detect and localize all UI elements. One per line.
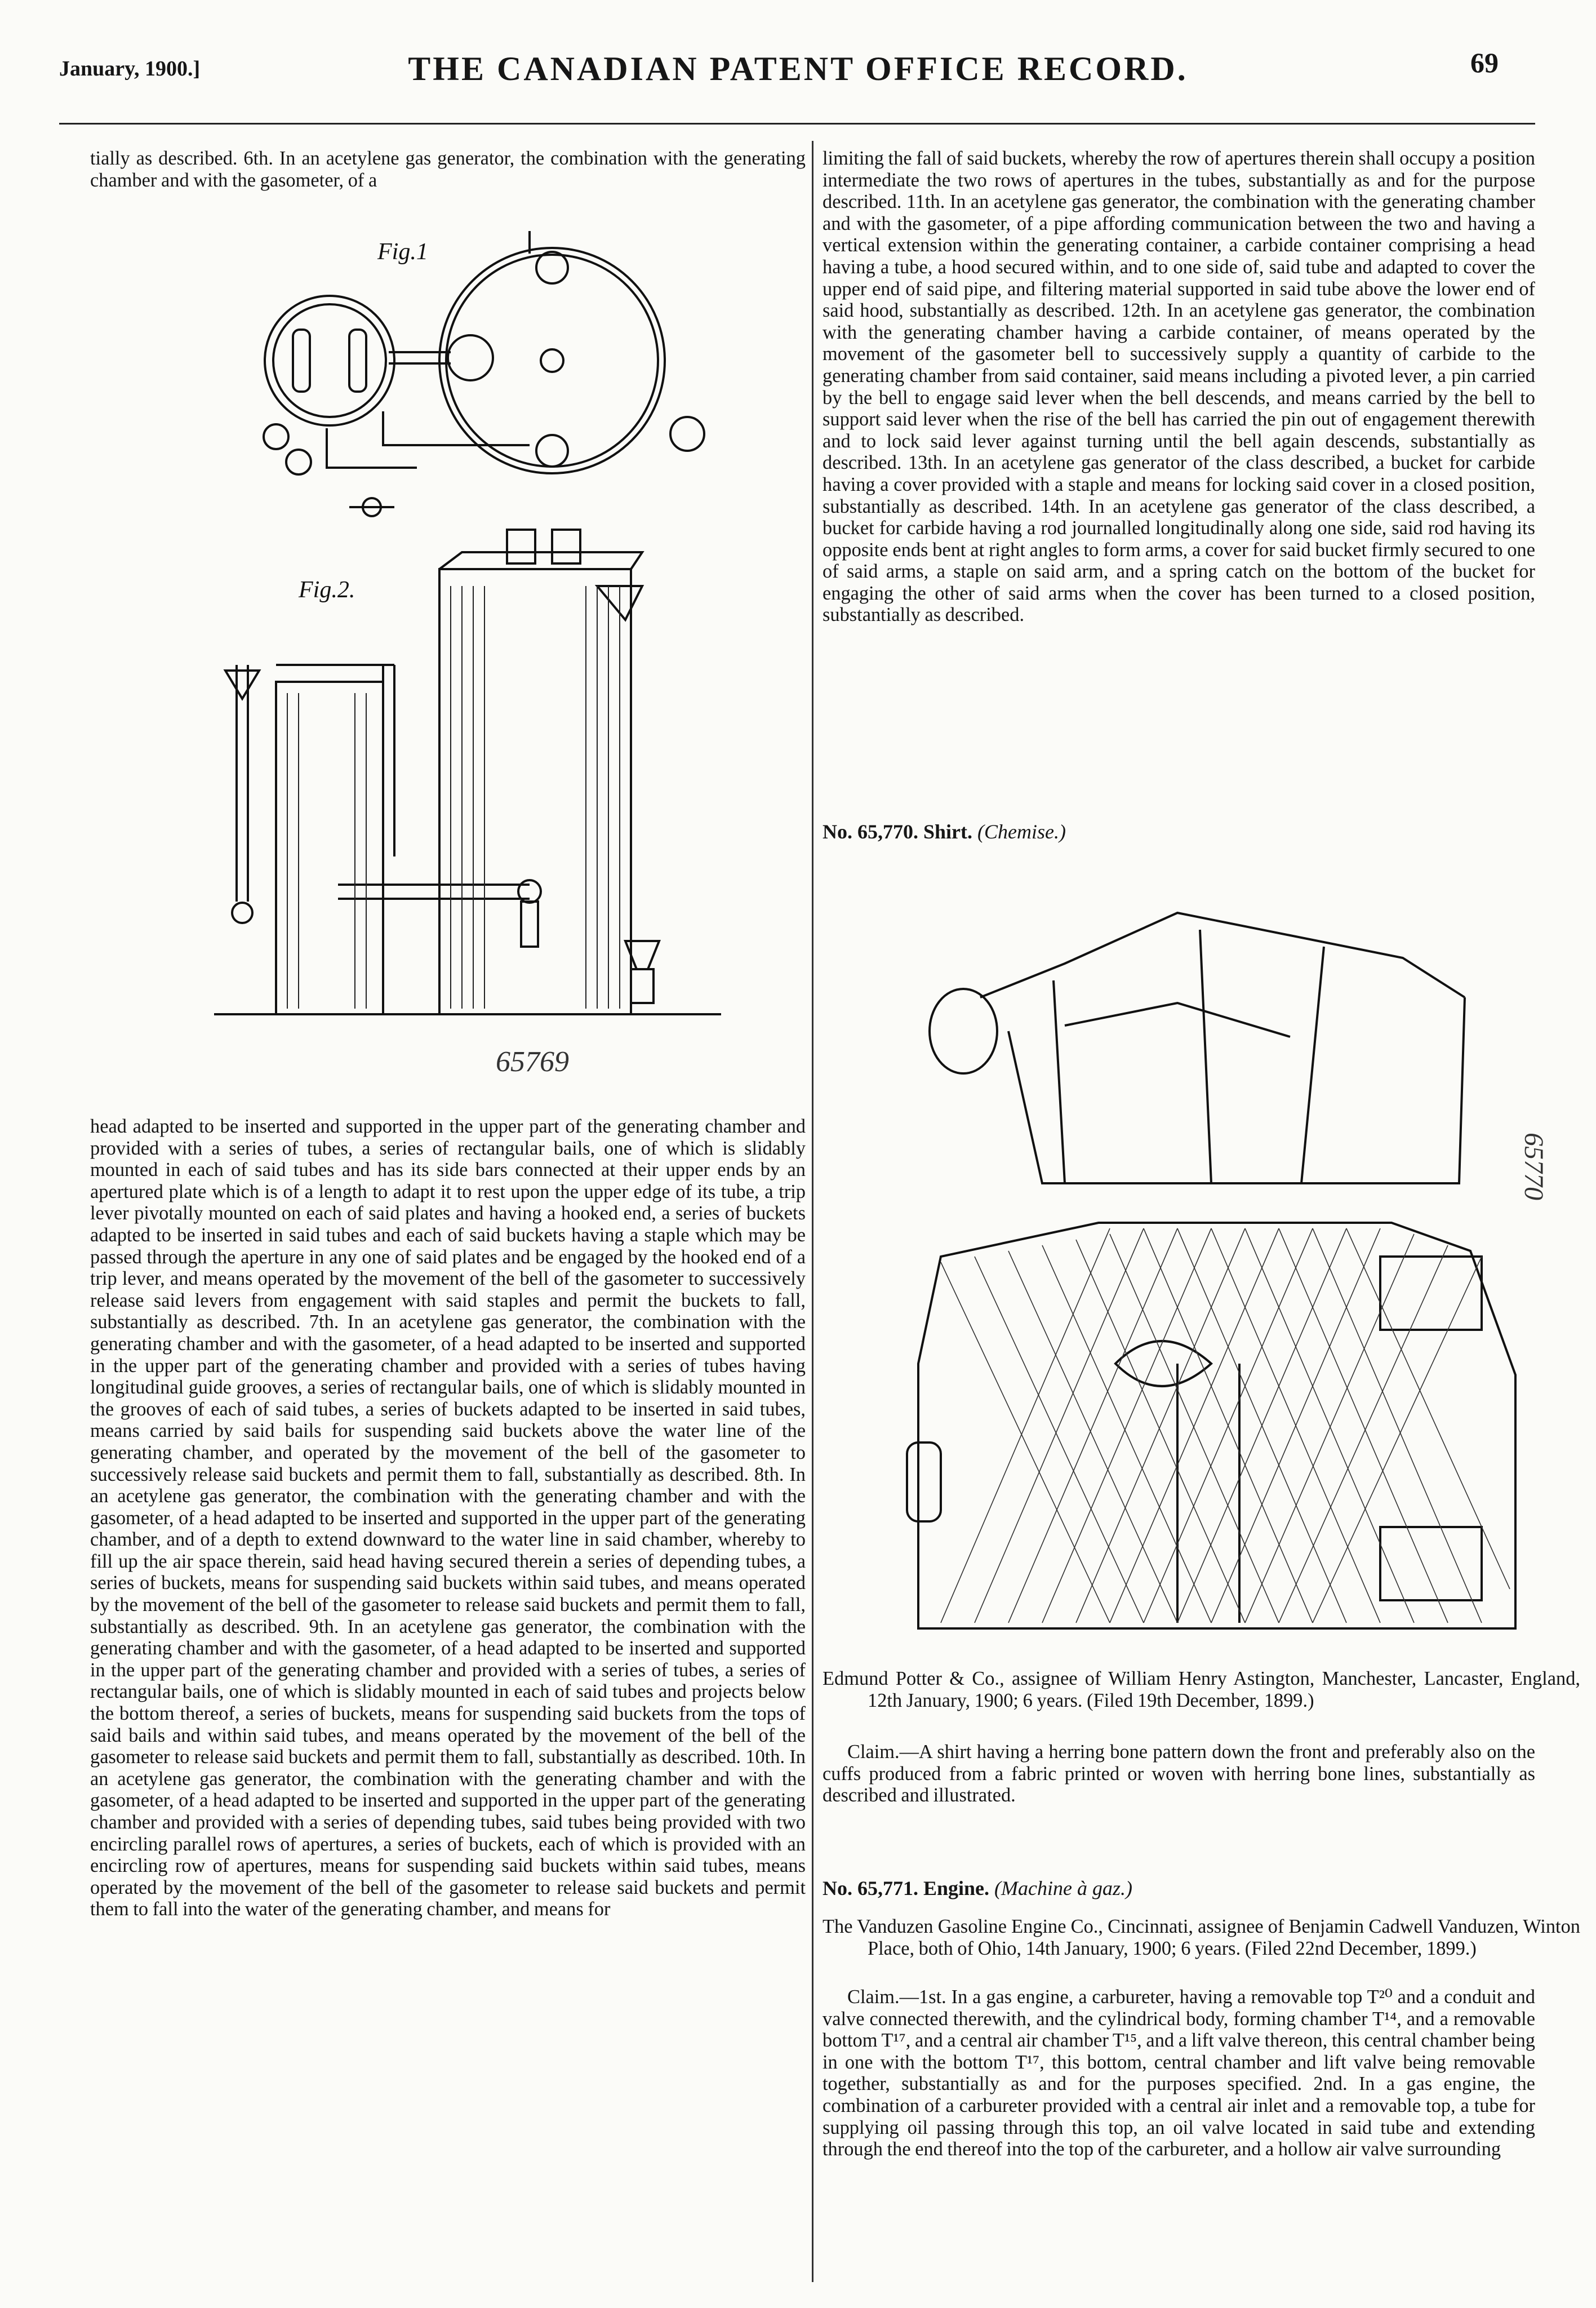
- handwritten-patent-number-65769: 65769: [496, 1046, 569, 1078]
- patent-number: No. 65,771.: [823, 1877, 918, 1899]
- handwritten-patent-number-65770: 65770: [1519, 1133, 1549, 1200]
- patent-65771-assignee: The Vanduzen Gasoline Engine Co., Cincinnati, assignee of Benjamin Cadwell Vanduzen, Winton Place, both of Ohio, 14th January, 1900; 6 years. (Filed 22nd December, 1899.): [823, 1916, 1580, 1959]
- patent-subject: Shirt.: [923, 820, 973, 843]
- journal-title: THE CANADIAN PATENT OFFICE RECORD.: [408, 50, 1188, 87]
- page-header: [0, 0, 1596, 113]
- column-divider: [812, 141, 813, 2282]
- acetylene-generator-figure: [214, 225, 732, 1031]
- page-number: 69: [1470, 47, 1499, 78]
- patent-65770-heading: [823, 820, 1066, 844]
- header-date: January, 1900.]: [59, 57, 201, 81]
- patent-number: No. 65,770.: [823, 820, 918, 843]
- fig2-label: Fig.2.: [299, 577, 355, 603]
- patent-65771-heading: [823, 1876, 1132, 1900]
- right-continued-claims-text: limiting the fall of said buckets, whereby the row of apertures therein shall occupy a position intermediate the two rows of apertures in the tubes, substantially as and for the purpose described. 11th. In an acetylene gas generator, the combination with the generating chamber and with the gasometer, of a pipe affording communication between the two and having a vertical extension within the generating container, a carbide container comprising a head having a tube, a hood secured within, and to one side of, said tube and adapted to cover the upper end of said pipe, and filtering material supported in said tube above the lower end of said hood, substantially as described. 12th. In an acetylene gas generator, the combination with the generating chamber having a carbide container, of means operated by the movement of the gasometer bell to successively supply a quantity of carbide to the generating chamber from said container, said means including a pivoted lever, a pin carried by the bell to engage said lever when the bell descends, and means carried by the bell to support said lever when the rise of the bell has carried the pin out of engagement therewith and to lock said lever against turning until the bell again descends, substantially as described. 13th. In an acetylene gas generator of the class described, a bucket for carbide having a cover provided with a staple and means for locking said cover in a closed position, substantially as described. 14th. In an acetylene gas generator of the class described, a bucket for carbide having a rod journalled longitudinally along one side, said rod having its opposite ends bent at right angles to form arms, a cover for said bucket firmly secured to one of said arms, a staple on said arm, and a spring catch on the bottom of the bucket for engaging the other of said arms when the cover has been turned to a closed position, substantially as described.: [823, 148, 1535, 626]
- header-rule: [59, 123, 1535, 125]
- patent-65770-claim: Claim.—A shirt having a herring bone pattern down the front and preferably also on the cuffs produced from a fabric printed or woven with herring bone lines, substantially as described and illustrated.: [823, 1741, 1535, 1807]
- fig1-label: Fig.1: [377, 239, 428, 265]
- patent-subject: Engine.: [923, 1877, 990, 1899]
- patent-subject-french: (Machine à gaz.): [994, 1877, 1132, 1899]
- shirt-drawing: [896, 868, 1532, 1657]
- patent-subject-french: (Chemise.): [977, 820, 1066, 843]
- shirt-figure: [896, 868, 1532, 1657]
- left-claims-text: head adapted to be inserted and supported in the upper part of the generating chamber and provided with a series of tubes, a series of rectangular bails, one of which is slidably mounted in each of said tubes and has its side bars connected at their upper ends by an apertured plate which is of a length to adapt it to rest upon the upper edge of its tube, a trip lever pivotally mounted on each of said plates and having a hooked end, a series of buckets adapted to be inserted in said tubes and each of said buckets having a staple which may be passed through the aperture in any one of said plates and be engaged by the hooked end of a trip lever, and means operated by the movement of the bell of the gasometer to successively release said levers from engagement with said staples and permit the buckets to fall, substantially as described. 7th. In an acetylene gas generator, the combination with the generating chamber and with the gasometer, of a head adapted to be inserted and supported in the upper part of the generating chamber and provided with a series of tubes having longitudinal guide grooves, a series of rectangular bails, one of which is slidably mounted in the grooves of each of said tubes, a series of buckets adapted to be inserted in said tubes, means carried by said bails for suspending said buckets above the water line of the generating chamber, and operated by the movement of the bell of the gasometer to successively release said buckets and permit them to fall, substantially as described. 8th. In an acetylene gas generator, the combination with the generating chamber and with the gasometer, of a head adapted to be inserted and supported in the upper part of the generating chamber, and of a depth to extend downward to the water line in said chamber, whereby to fill up the air space therein, said head having secured therein a series of depending tubes, a series of buckets, means for suspending said buckets within said tubes, and means operated by the movement of the bell of the gasometer to release said buckets and permit them to fall, substantially as described. 9th. In an acetylene gas generator, the combination with the generating chamber and with the gasometer, of a head adapted to be inserted and supported in the upper part of the generating chamber and provided with a series of tubes, a series of rectangular bails, one of which is slidably mounted in each of said tubes and projects below the bottom thereof, a series of buckets, means for suspending said buckets from the tops of said bails and within said tubes, and means operated by the movement of the bell of the gasometer to release said buckets and permit them to fall, substantially as described. 10th. In an acetylene gas generator, the combination with the generating chamber and with the gasometer, of a head adapted to be inserted and supported in the upper part of the generating chamber and provided with a series of depending tubes, said tubes being provided with two encircling parallel rows of apertures, a series of buckets, each of which is provided with an encircling row of apertures, means for suspending said buckets within said tubes, means operated by the movement of the bell of the gasometer to release said buckets and permit them to fall into the water of the generating chamber, and means for: [90, 1116, 806, 1920]
- patent-65770-assignee: Edmund Potter & Co., assignee of William Henry Astington, Manchester, Lancaster, England, 12th January, 1900; 6 years. (Filed 19th December, 1899.): [823, 1668, 1580, 1711]
- patent-65771-claim: Claim.—1st. In a gas engine, a carbureter, having a removable top T²⁰ and a conduit and valve connected therewith, and the cylindrical body, forming chamber T¹⁴, and a removable bottom T¹⁷, and a central air chamber T¹⁵, and a lift valve thereon, this central chamber being in one with the bottom T¹⁷, this bottom, central chamber and lift valve being removable together, substantially as and for the purposes specified. 2nd. In a gas engine, the combination of a carbureter provided with a central air inlet and a removable top, a tube for supplying oil passing through this top, an oil valve located in said tube and extending through the end thereof into the top of the carbureter, and a hollow air valve surrounding: [823, 1986, 1535, 2160]
- left-intro-text: tially as described. 6th. In an acetylene gas generator, the combination with the generating chamber and with the gasometer, of a: [90, 148, 806, 191]
- acetylene-generator-drawing: [214, 225, 732, 1031]
